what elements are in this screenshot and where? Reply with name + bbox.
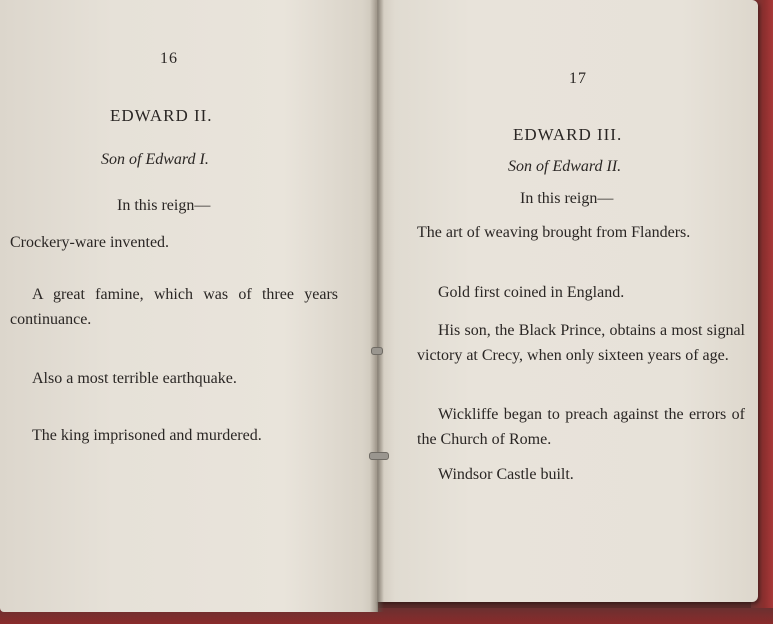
left-entry-4: The king imprisoned and murdered.	[32, 427, 262, 444]
binding-stitch	[371, 347, 383, 355]
right-page-intro: In this reign—	[520, 190, 614, 207]
left-page-intro: In this reign—	[117, 197, 211, 214]
left-entry-2: A great famine, which was of three years continuance.	[10, 286, 338, 328]
left-page	[0, 0, 378, 612]
book-gutter	[370, 0, 384, 612]
left-entry-3: Also a most terrible earthquake.	[32, 370, 237, 387]
right-page-subtitle: Son of Edward II.	[508, 158, 622, 175]
left-page-title: EDWARD II.	[110, 106, 213, 125]
right-page-number: 17	[569, 70, 587, 87]
right-page	[376, 0, 758, 602]
right-entry-4: Wickliffe began to preach against the errors of the Church of Rome.	[417, 406, 745, 448]
left-entry-1: Crockery-ware invented.	[10, 234, 170, 251]
right-entry-3: His son, the Black Prince, obtains a most signal victory at Crecy, when only sixteen years of age.	[417, 322, 745, 364]
left-page-number: 16	[160, 50, 178, 67]
right-entry-5: Windsor Castle built.	[438, 466, 574, 483]
right-entry-2: Gold first coined in England.	[438, 284, 625, 301]
binding-stitch	[369, 452, 389, 460]
right-entry-1: The art of weaving brought from Flanders.	[417, 224, 691, 241]
right-page-title: EDWARD III.	[513, 125, 623, 144]
left-page-subtitle: Son of Edward I.	[101, 151, 209, 168]
